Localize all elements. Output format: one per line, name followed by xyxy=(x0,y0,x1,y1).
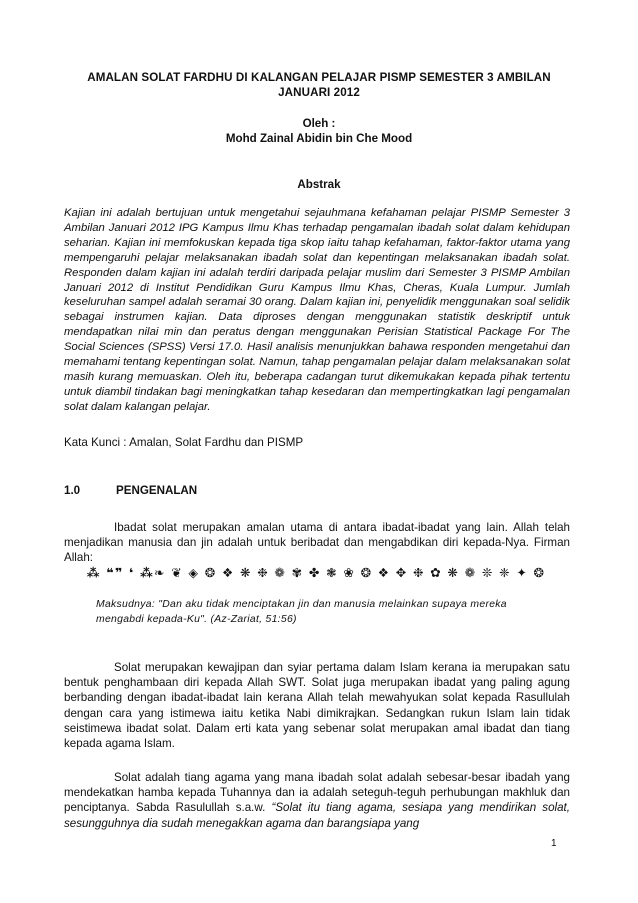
hadith-quote: “Solat itu tiang agama, sesiapa yang mendirikan solat, sesungguhnya dia sudah menegakkan agama dan barangsiapa yang xyxy=(64,801,570,830)
byline xyxy=(64,116,574,146)
paragraph-solat-pillar xyxy=(64,770,570,831)
verse-translation: Maksudnya: "Dan aku tidak menciptakan jin dan manusia melainkan supaya mereka mengabdi kepada-Ku". (Az-Zariat, 51:56) xyxy=(96,599,507,625)
abstract-heading: Abstrak xyxy=(297,178,341,191)
keywords: Kata Kunci : Amalan, Solat Fardhu dan PISMP xyxy=(64,436,304,449)
paper-title: AMALAN SOLAT FARDHU DI KALANGAN PELAJAR PISMP SEMESTER 3 AMBILAN JANUARI 2012 xyxy=(87,71,551,99)
byline-label: Oleh : xyxy=(302,117,336,130)
section-number: 1.0 xyxy=(64,484,81,497)
abstract-text: Kajian ini adalah bertujuan untuk mengetahui sejauhmana kefahaman pelajar PISMP Semester 3 Ambilan Januari 2012 IPG Kampus Ilmu Khas terhadap pengamalan ibadah solat dalam kehidupan seharian. Kajian ini memfokuskan kepada tiga skop iaitu tahap kefahaman, faktor-faktor utama yang mempengaruhi pelajar melaksanakan ibadah solat dan kepentingan melaksanakan ibadah solat. Responden dalam kajian ini adalah terdiri daripada pelajar muslim dari Semester 3 PISMP Ambilan Januari 2012 di Institut Pendidikan Guru Kampus Ilmu Khas, Cheras, Kuala Lumpur. Jumlah keseluruhan sampel adalah seramai 30 orang. Dalam kajian ini, penyelidik menggunakan soal selidik sebagai instrumen kajian. Data diproses dengan menggunakan statistik deskriptif untuk mendapatkan nilai min dan peratus dengan menggunakan Perisian Statistical Package For The Social Sciences (SPSS) Versi 17.0. Hasil analisis menunjukkan bahawa responden mengetahui dan memahami tentang kepentingan solat. Namun, tahap pengamalan pelajar dalam melaksanakan solat masih kurang memuaskan. Oleh itu, beberapa cadangan turut dikemukakan kepada pihak tertentu untuk diambil tindakan bagi meningkatkan tahap kesedaran dan mempertingkatkan lagi pengamalan solat dalam kalangan pelajar. xyxy=(64,207,570,413)
paragraph-3-text: Solat adalah tiang agama yang mana ibadah solat adalah sebesar-besar ibadah yang mendekatkan hamba kepada Tuhannya dan ia adalah seteguh-teguh perhubungan makhluk dan penciptanya. Sabda Rasulullah s.a.w. xyxy=(64,771,570,815)
paragraph-intro: Ibadat solat merupakan amalan utama di antara ibadat-ibadat yang lain. Allah telah menjadikan manusia dan jin adalah untuk beribadat dan mengabdikan diri kepada-Nya. Firman Allah: xyxy=(64,521,570,565)
author-name: Mohd Zainal Abidin bin Che Mood xyxy=(225,132,413,145)
paragraph-solat-obligation: Solat merupakan kewajipan dan syiar pertama dalam Islam kerana ia merupakan satu bentuk penghambaan diri kepada Allah SWT. Solat juga merupakan ibadat yang paling agung berbanding dengan ibadat-ibadat lain kerana Allah telah mewahyukan solat kepada Rasullulah dengan cara yang istimewa iaitu ketika Nabi dimikrajkan. Sedangkan rukun Islam lain tidak seistimewa ibadat solat. Dalam erti kata yang sebenar solat merupakan amal ibadat dan tiang kepada agama Islam. xyxy=(64,661,570,751)
section-title: PENGENALAN xyxy=(116,484,198,497)
quranic-verse-glyphs: ⁂ ❝❞ ❛ ⁂❧ ❦ ◈ ❂ ❖ ❋ ❉ ❁ ✾ ✤ ❃ ❀ ❂ ❖ ✥ ❉ ✿ ❋ ❁ ❊ ❈ ✦ ❂ xyxy=(86,565,546,580)
page-number: 1 xyxy=(551,838,557,849)
